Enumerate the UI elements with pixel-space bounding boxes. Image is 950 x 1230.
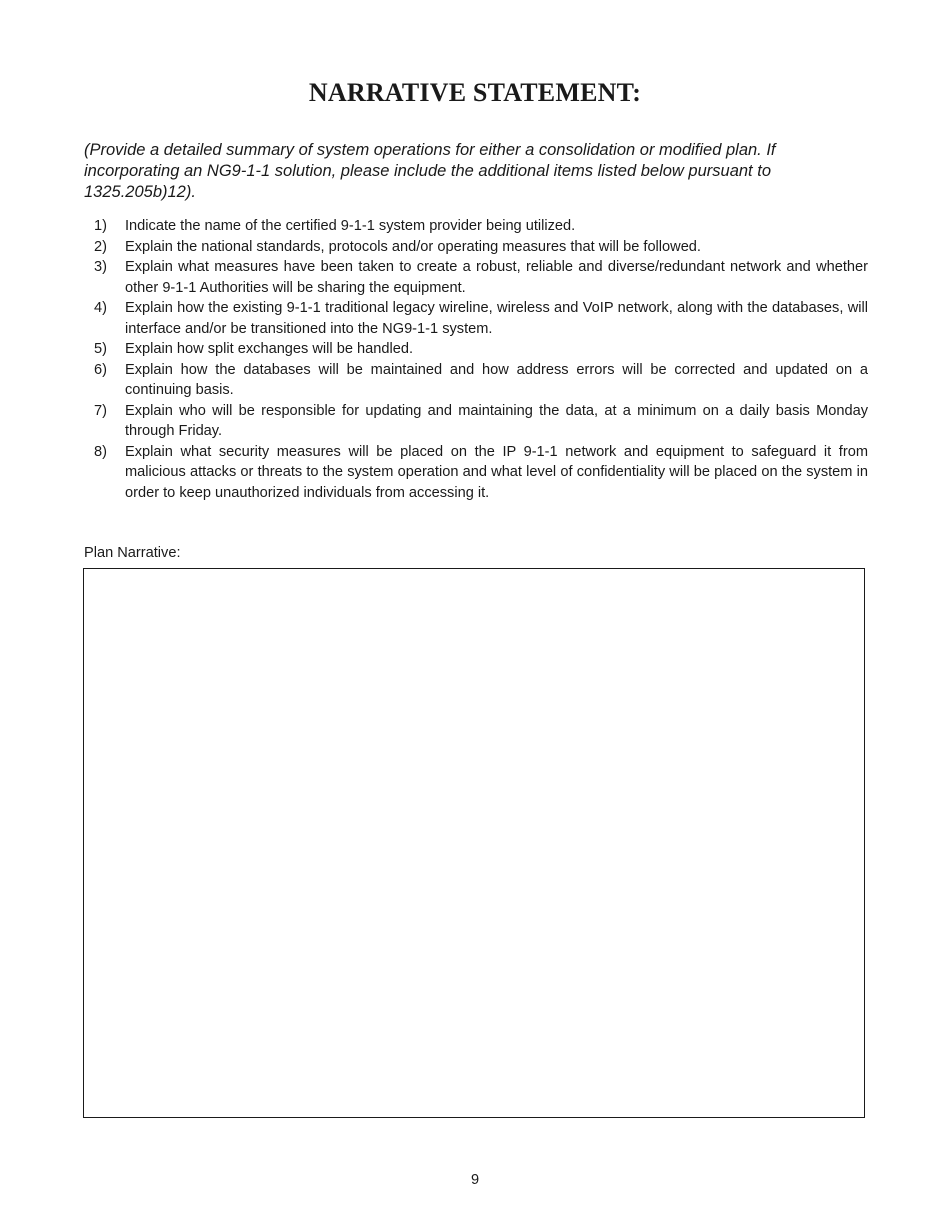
list-item-text: Explain what measures have been taken to create a robust, reliable and diverse/redundant network and whether other 9-1-1 Authorities will be sharing the equipment. [125, 259, 868, 296]
list-item [84, 339, 868, 360]
list-item-text: Explain the national standards, protocols and/or operating measures that will be followed. [125, 238, 701, 255]
list-item-number: 2) [94, 238, 107, 255]
list-item-text: Explain how split exchanges will be handled. [125, 341, 413, 357]
list-item [84, 237, 868, 258]
list-item-number: 3) [94, 259, 107, 275]
list-item-text: Explain what security measures will be placed on the IP 9-1-1 network and equipment to safeguard it from malicious attacks or threats to the system operation and what level of confidentiality will be placed on the system in order to keep unauthorized individuals from accessing it. [125, 443, 868, 501]
list-item [84, 257, 868, 298]
list-item-number: 1) [94, 218, 107, 234]
instructions-text: (Provide a detailed summary of system operations for either a consolidation or modified plan. If incorporating an NG9-1-1 solution, please include the additional items listed below pursuant to 1325.205b)12). [84, 141, 776, 201]
list-item-number: 8) [94, 443, 107, 460]
plan-narrative-field[interactable] [83, 568, 865, 1118]
list-item [84, 298, 868, 339]
list-item-number: 5) [94, 341, 107, 357]
page-number: 9 [470, 1172, 480, 1188]
page-title: NARRATIVE STATEMENT: [308, 78, 642, 107]
list-item-number: 7) [94, 402, 107, 419]
list-item-text: Explain how the databases will be maintained and how address errors will be corrected and updated on a continuing basis. [125, 361, 868, 398]
plan-narrative-label: Plan Narrative: [84, 545, 181, 561]
list-item-text: Explain who will be responsible for updating and maintaining the data, at a minimum on a daily basis Monday through Friday. [125, 402, 868, 439]
list-item-text: Indicate the name of the certified 9-1-1 system provider being utilized. [125, 218, 576, 234]
list-item-number: 6) [94, 361, 107, 378]
list-item-number: 4) [94, 300, 107, 316]
list-item-text: Explain how the existing 9-1-1 traditional legacy wireline, wireless and VoIP network, along with the databases, will interface and/or be transitioned into the NG9-1-1 system. [125, 300, 868, 337]
list-item [84, 360, 868, 401]
requirements-list [84, 216, 868, 503]
list-item [84, 216, 868, 237]
list-item [84, 442, 868, 504]
list-item [84, 401, 868, 442]
